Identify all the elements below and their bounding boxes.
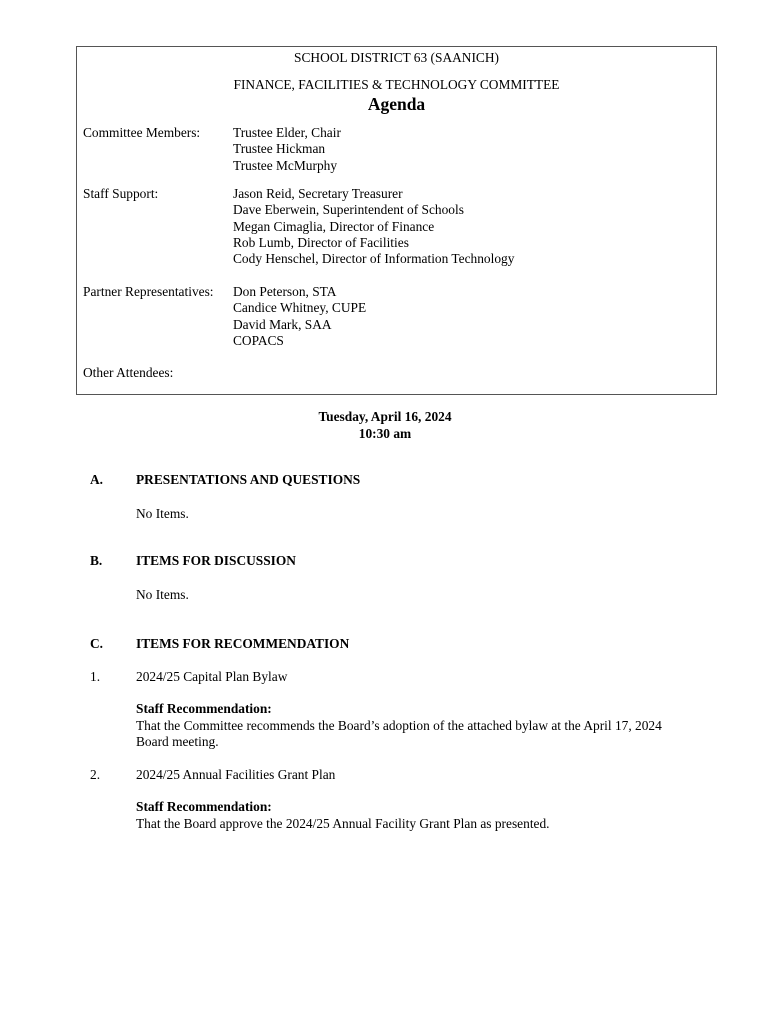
staff-support-list [233, 186, 514, 267]
district-name: SCHOOL DISTRICT 63 (SAANICH) [294, 50, 499, 65]
item-2-number: 2. [90, 767, 101, 782]
section-a-body: No Items. [136, 506, 189, 521]
item-1-rec-text: That the Committee recommends the Board’s adoption of the attached bylaw at the April 17, 2024 Board meeting. [136, 717, 662, 750]
partner-representatives-list [233, 284, 366, 349]
committee-member: Trustee Hickman [233, 141, 326, 157]
committee-name: FINANCE, FACILITIES & TECHNOLOGY COMMITTEE [233, 77, 560, 92]
section-a-letter: A. [90, 472, 104, 487]
item-2-rec-label: Staff Recommendation: [136, 799, 272, 814]
item-1-rec-label: Staff Recommendation: [136, 701, 272, 716]
partner-representative: Candice Whitney, CUPE [233, 300, 367, 316]
section-c-title: ITEMS FOR RECOMMENDATION [136, 636, 350, 651]
section-b-body: No Items. [136, 587, 189, 602]
staff-member: Rob Lumb, Director of Facilities [233, 234, 409, 250]
item-1-number: 1. [90, 669, 101, 684]
item-1-title: 2024/25 Capital Plan Bylaw [136, 669, 288, 684]
staff-member: Megan Cimaglia, Director of Finance [233, 218, 435, 234]
item-2-title: 2024/25 Annual Facilities Grant Plan [136, 767, 336, 782]
other-attendees-label: Other Attendees: [83, 365, 174, 380]
meeting-datetime [0, 409, 770, 442]
section-c-letter: C. [90, 636, 104, 651]
agenda-header-box [76, 46, 717, 395]
partner-representative: David Mark, SAA [233, 316, 332, 332]
section-b-letter: B. [90, 553, 103, 568]
staff-member: Jason Reid, Secretary Treasurer [233, 186, 403, 201]
item-1-recommendation [136, 701, 696, 751]
committee-members-list [233, 125, 341, 174]
staff-support-label: Staff Support: [83, 186, 159, 201]
meeting-time: 10:30 am [358, 425, 412, 441]
item-2-recommendation [136, 799, 696, 832]
partner-representative: COPACS [233, 332, 284, 348]
partner-representatives-label: Partner Representatives: [83, 284, 214, 299]
page-title: Agenda [367, 94, 426, 114]
section-a-title: PRESENTATIONS AND QUESTIONS [136, 472, 361, 487]
committee-member: Trustee McMurphy [233, 157, 338, 173]
item-2-rec-text: That the Board approve the 2024/25 Annual Facility Grant Plan as presented. [136, 815, 550, 831]
staff-member: Dave Eberwein, Superintendent of Schools [233, 202, 464, 218]
partner-representative: Don Peterson, STA [233, 284, 337, 299]
meeting-date: Tuesday, April 16, 2024 [318, 409, 452, 424]
section-b-title: ITEMS FOR DISCUSSION [136, 553, 296, 568]
committee-members-label: Committee Members: [83, 125, 201, 140]
staff-member: Cody Henschel, Director of Information Technology [233, 251, 515, 267]
committee-member: Trustee Elder, Chair [233, 125, 341, 140]
